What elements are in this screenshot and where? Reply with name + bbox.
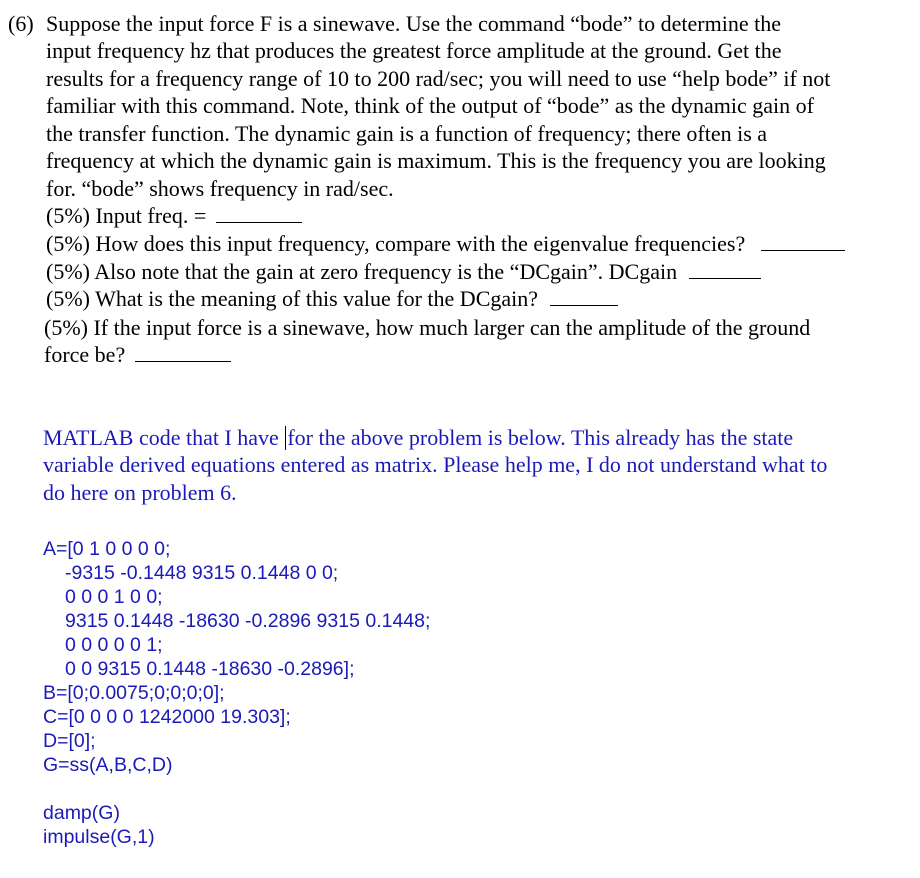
code-line: 9315 0.1448 -18630 -0.2896 9315 0.1448;	[65, 610, 431, 632]
code-line: C=[0 0 0 0 1242000 19.303];	[43, 706, 291, 728]
code-line: G=ss(A,B,C,D)	[43, 754, 173, 776]
note-line-1-end: for the above problem is below. This already has the state	[287, 425, 794, 450]
note-line-2: variable derived equations entered as matrix. Please help me, I do not understand what to	[43, 452, 828, 477]
question-number: (6)	[8, 11, 34, 36]
part-dcgain-meaning	[46, 286, 618, 312]
question-line-2: input frequency hz that produces the greatest force amplitude at the ground. Get the	[46, 38, 782, 63]
answer-blank	[135, 343, 231, 362]
code-line: D=[0];	[43, 730, 96, 752]
note-line-1-start: MATLAB code that I have	[43, 425, 285, 450]
part-input-freq-label: (5%) Input freq. =	[46, 203, 207, 228]
answer-blank	[550, 287, 618, 306]
code-line: 0 0 9315 0.1448 -18630 -0.2896];	[65, 658, 355, 680]
code-line: 0 0 0 1 0 0;	[65, 586, 163, 608]
code-line: A=[0 1 0 0 0 0;	[43, 538, 171, 560]
part-dcgain-label: (5%) Also note that the gain at zero frequency is the “DCgain”. DCgain	[46, 259, 678, 284]
part-amplitude-label: force be?	[44, 342, 126, 367]
part-amplitude-line-2	[44, 342, 231, 368]
answer-blank	[216, 204, 302, 223]
question-line-4: familiar with this command. Note, think of the output of “bode” as the dynamic gain of	[46, 93, 814, 118]
code-line: B=[0;0.0075;0;0;0;0];	[43, 682, 225, 704]
question-line-7: for. “bode” shows frequency in rad/sec.	[46, 176, 394, 201]
part-dcgain-meaning-label: (5%) What is the meaning of this value for the DCgain?	[46, 286, 539, 311]
note-line-3: do here on problem 6.	[43, 480, 237, 505]
question-line-3: results for a frequency range of 10 to 200 rad/sec; you will need to use “help bode” if not	[46, 66, 831, 91]
part-input-freq	[46, 203, 302, 229]
code-line: 0 0 0 0 0 1;	[65, 634, 163, 656]
part-eigenvalue-compare-label: (5%) How does this input frequency, compare with the eigenvalue frequencies?	[46, 231, 746, 256]
question-line-6: frequency at which the dynamic gain is maximum. This is the frequency you are looking	[46, 148, 826, 173]
question-line-5: the transfer function. The dynamic gain is a function of frequency; there often is a	[46, 121, 768, 146]
part-eigenvalue-compare	[46, 231, 845, 257]
note-line-1	[43, 425, 793, 451]
question-line-1: Suppose the input force F is a sinewave. Use the command “bode” to determine the	[46, 11, 781, 36]
part-dcgain	[46, 259, 761, 285]
answer-blank	[761, 232, 845, 251]
part-amplitude-line-1: (5%) If the input force is a sinewave, how much larger can the amplitude of the ground	[44, 315, 811, 340]
code-line: impulse(G,1)	[43, 826, 155, 848]
answer-blank	[689, 260, 761, 279]
code-line: damp(G)	[43, 802, 120, 824]
code-line: -9315 -0.1448 9315 0.1448 0 0;	[65, 562, 339, 584]
